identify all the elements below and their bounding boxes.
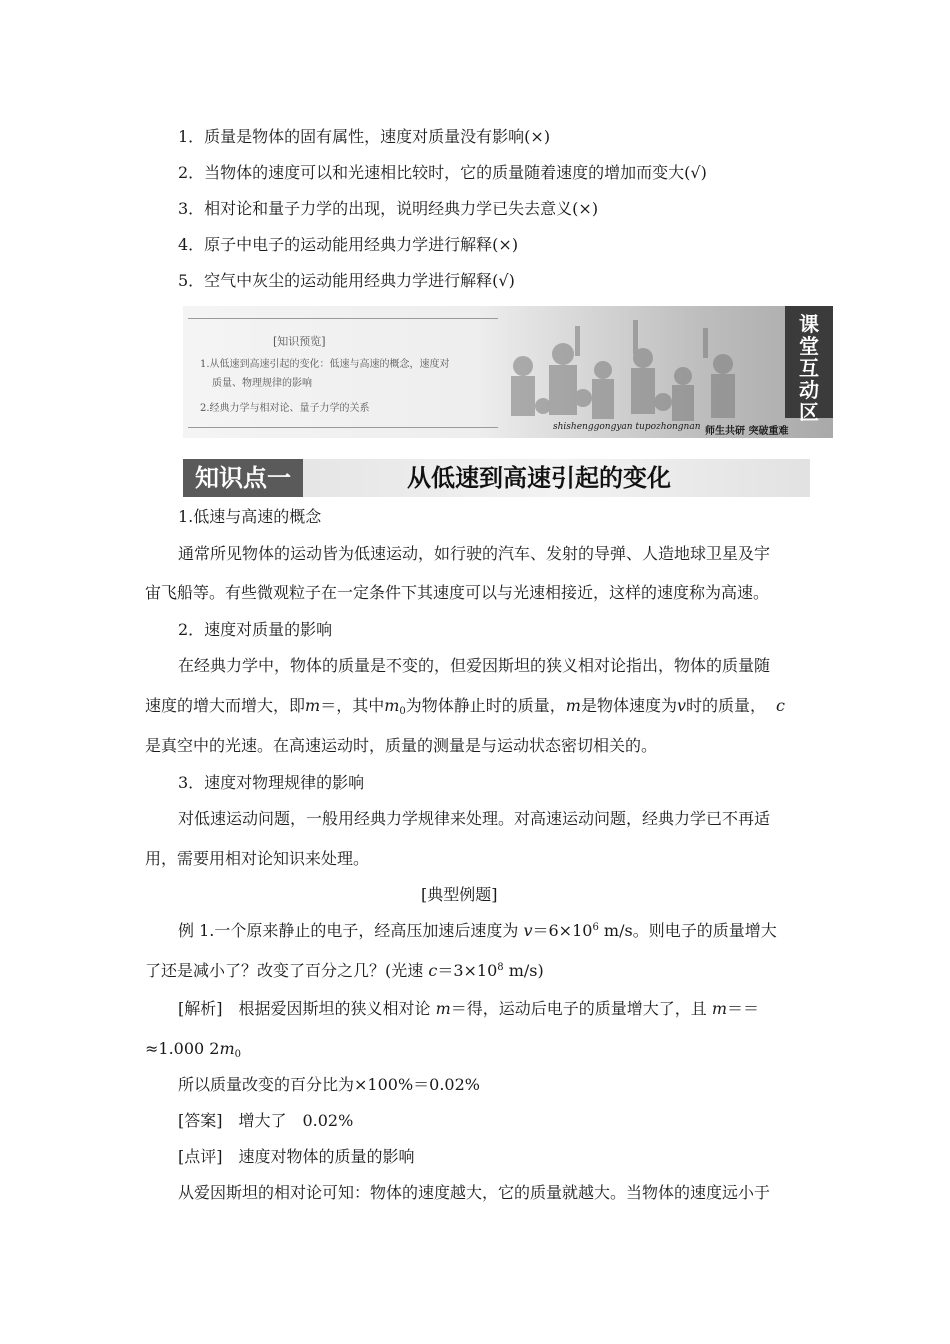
judge-item-5: 5．空气中灰尘的运动能用经典力学进行解释(√) <box>178 271 515 290</box>
judge-item-2: 2．当物体的速度可以和光速相比较时，它的质量随着速度的增加而变大(√) <box>178 163 707 182</box>
preview-item-2: 2.经典力学与相对论、量子力学的关系 <box>200 403 370 414</box>
heading-2: 2．速度对质量的影响 <box>178 620 333 639</box>
classroom-interaction-tag <box>785 306 833 424</box>
paragraph-1-line-1: 通常所见物体的运动皆为低速运动，如行驶的汽车、发射的导弹、人造地球卫星及宇 <box>178 544 771 563</box>
heading-1: 1.低速与高速的概念 <box>178 507 322 526</box>
judge-item-4: 4．原子中电子的运动能用经典力学进行解释(×) <box>178 235 519 254</box>
analysis-line-2: ≈1.000 $2m_0$ <box>145 1039 242 1060</box>
paragraph-2-line-3: 是真空中的光速。在高速运动时，质量的测量是与运动状态密切相关的。 <box>145 736 658 755</box>
percent-line: 所以质量改变的百分比为×100%＝0.02% <box>178 1075 480 1094</box>
example-1-line-1: 例 1.一个原来静止的电子，经高压加速后速度为 $v=6\times 10^6$ m/s。则电子的质量增大 <box>178 921 777 940</box>
judge-item-3: 3．相对论和量子力学的出现，说明经典力学已失去意义(×) <box>178 199 599 218</box>
preview-title: [知识预览] <box>273 335 326 348</box>
example-1-line-2: 了还是减小了？改变了百分之几？(光速 $c=3\times 10^8$ m/s) <box>145 961 544 980</box>
preview-item-1: 1.从低速到高速引起的变化：低速与高速的概念，速度对 <box>200 359 450 370</box>
section-title: 从低速到高速引起的变化 <box>407 464 671 492</box>
comment-line: [点评] 速度对物体的质量的影响 <box>178 1147 415 1166</box>
heading-3: 3．速度对物理规律的影响 <box>178 773 365 792</box>
paragraph-3-line-1: 对低速运动问题，一般用经典力学规律来处理。对高速运动问题，经典力学已不再适 <box>178 809 771 828</box>
paragraph-2-line-1: 在经典力学中，物体的质量是不变的，但爱因斯坦的狭义相对论指出，物体的质量随 <box>178 656 771 675</box>
analysis-line-1: [解析] 根据爱因斯坦的狭义相对论 m＝得，运动后电子的质量增大了，且 m＝＝ <box>178 999 760 1018</box>
preview-item-1-cont: 质量、物理规律的影响 <box>212 378 312 389</box>
tag-char-1: 课 <box>799 312 819 336</box>
tag-char-5: 区 <box>799 400 819 424</box>
tag-char-3: 互 <box>799 356 819 380</box>
paragraph-2-line-2: 速度的增大而增大，即m＝，其中$m_0$为物体静止时的质量，m是物体速度为v时的质量， c <box>145 696 785 717</box>
judge-item-1: 1．质量是物体的固有属性，速度对质量没有影响(×) <box>178 127 551 146</box>
tag-char-2: 堂 <box>799 334 819 358</box>
section-tag: 知识点一 <box>183 459 303 497</box>
last-line: 从爱因斯坦的相对论可知：物体的速度越大，它的质量就越大。当物体的速度远小于 <box>178 1183 771 1202</box>
paragraph-1-line-2: 宙飞船等。有些微观粒子在一定条件下其速度可以与光速相接近，这样的速度称为高速。 <box>145 583 770 602</box>
classroom-banner <box>183 306 833 438</box>
banner-footer-pinyin: shishenggongyan tupozhongnan <box>553 422 701 432</box>
example-heading: [典型例题] <box>421 885 498 904</box>
students-crowd-image <box>483 306 783 438</box>
paragraph-3-line-2: 用，需要用相对论知识来处理。 <box>145 849 370 868</box>
section-header <box>183 459 810 497</box>
answer-line: [答案] 增大了 0.02% <box>178 1111 354 1130</box>
tag-char-4: 动 <box>799 378 819 402</box>
knowledge-preview-box <box>188 318 498 428</box>
banner-footer-text: 师生共研 突破重难 <box>705 426 789 437</box>
